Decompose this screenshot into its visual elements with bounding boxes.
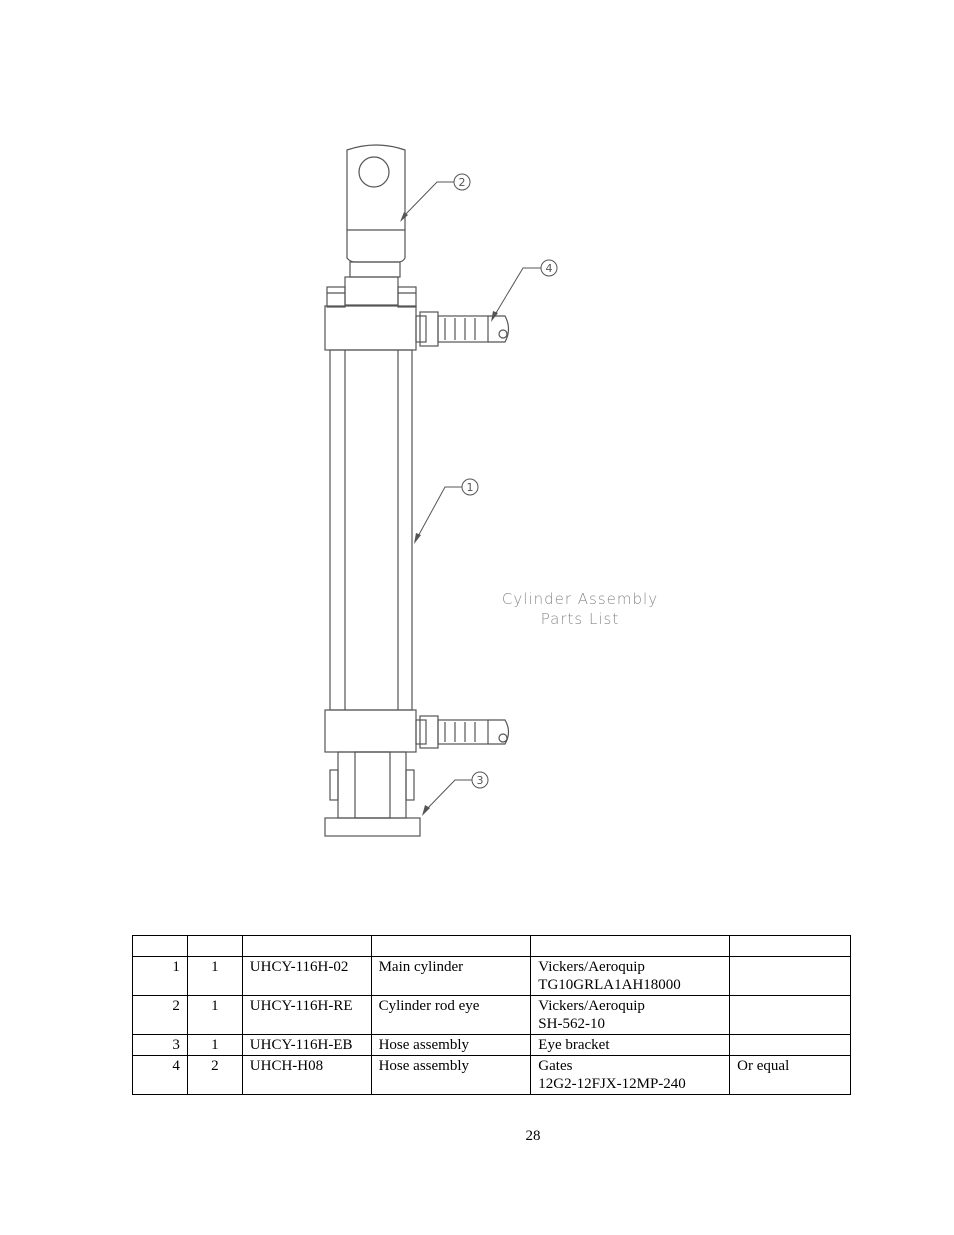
vendor-name: Vickers/Aeroquip <box>538 998 645 1014</box>
callout-4-text: 4 <box>545 262 553 275</box>
header-cell <box>242 936 371 957</box>
drawing-title-line2: Parts List <box>540 610 620 628</box>
vendor-name: Eye bracket <box>538 1037 610 1053</box>
note <box>730 996 851 1035</box>
callout-3-text: 3 <box>476 774 484 787</box>
barrel <box>330 350 412 710</box>
drawing-title-line1: Cylinder Assembly <box>501 590 659 608</box>
table-row <box>133 996 851 1035</box>
description: Main cylinder <box>371 957 531 996</box>
item-number: 4 <box>133 1056 188 1095</box>
quantity: 1 <box>187 1035 242 1056</box>
vendor-part: 12G2-12FJX-12MP-240 <box>538 1076 686 1092</box>
description: Cylinder rod eye <box>371 996 531 1035</box>
vendor-cell <box>531 1056 730 1095</box>
header-cell <box>730 936 851 957</box>
vendor-cell <box>531 996 730 1035</box>
parts-list-table <box>132 935 851 1095</box>
rod-eye-outline <box>347 145 405 230</box>
vendor-part: SH-562-10 <box>538 1016 605 1032</box>
part-number: UHCY-116H-RE <box>242 996 371 1035</box>
description: Hose assembly <box>371 1056 531 1095</box>
quantity: 2 <box>187 1056 242 1095</box>
part-number: UHCY-116H-EB <box>242 1035 371 1056</box>
note: Or equal <box>730 1056 851 1095</box>
top-head <box>325 306 416 350</box>
table-row <box>133 957 851 996</box>
quantity: 1 <box>187 996 242 1035</box>
part-number: UHCY-116H-02 <box>242 957 371 996</box>
quantity: 1 <box>187 957 242 996</box>
item-number: 3 <box>133 1035 188 1056</box>
callout-2-text: 2 <box>458 176 466 189</box>
page-number: 28 <box>525 1128 541 1144</box>
vendor-name: Gates <box>538 1058 573 1074</box>
header-cell <box>531 936 730 957</box>
note <box>730 1035 851 1056</box>
table-row <box>133 1035 851 1056</box>
note <box>730 957 851 996</box>
vendor-part: TG10GRLA1AH18000 <box>538 977 681 993</box>
part-number: UHCH-H08 <box>242 1056 371 1095</box>
item-number: 1 <box>133 957 188 996</box>
vendor-cell <box>531 1035 730 1056</box>
vendor-name: Vickers/Aeroquip <box>538 959 645 975</box>
table-header-row <box>133 936 851 957</box>
vendor-cell <box>531 957 730 996</box>
header-cell <box>187 936 242 957</box>
callout-1-text: 1 <box>466 481 474 494</box>
description: Hose assembly <box>371 1035 531 1056</box>
rod-eye-hole <box>359 157 389 187</box>
item-number: 2 <box>133 996 188 1035</box>
header-cell <box>371 936 531 957</box>
header-cell <box>133 936 188 957</box>
base-plate <box>325 818 420 836</box>
bottom-head <box>325 710 416 752</box>
table-row <box>133 1056 851 1095</box>
